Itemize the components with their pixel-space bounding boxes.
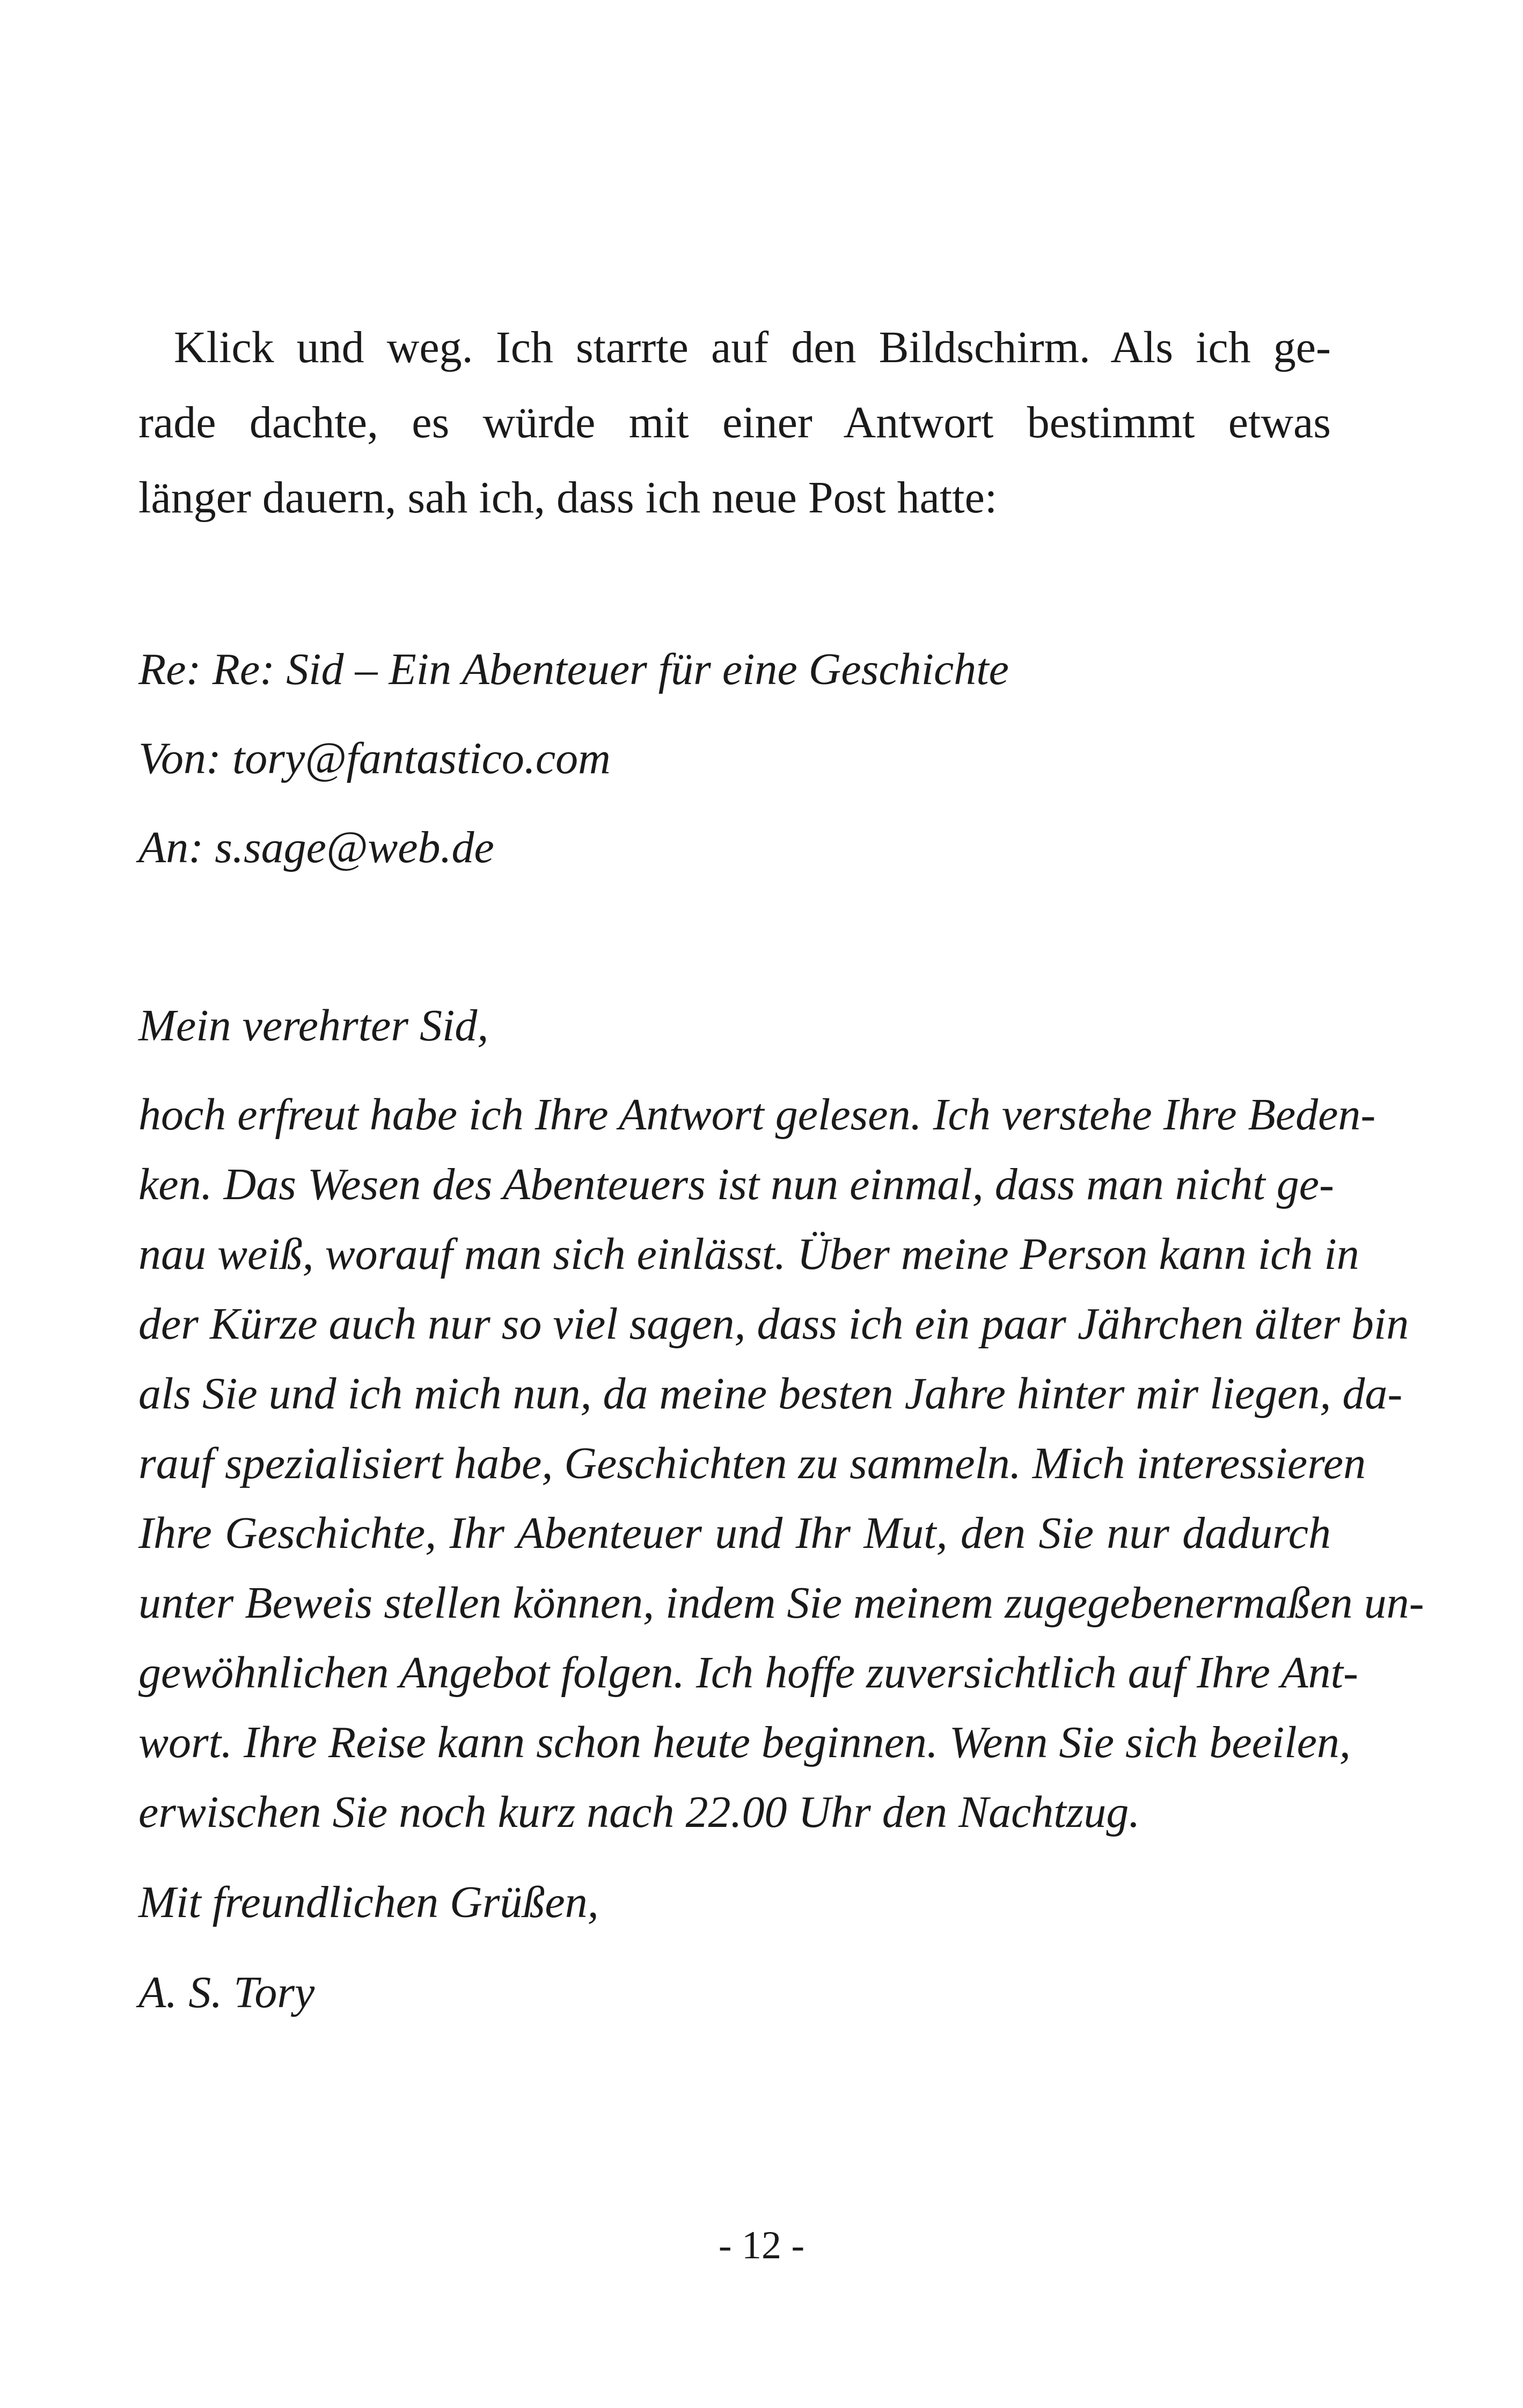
email-body-line-5: als Sie und ich mich nun, da meine besten Jahre hinter mir liegen, da- (138, 1369, 1403, 1419)
narrative-line-2: rade dachte, es würde mit einer Antwort bestimmt etwas (138, 398, 1331, 447)
email-body-line-3: nau weiß, worauf man sich einlässt. Über meine Person kann ich in (138, 1229, 1359, 1279)
email-body-line-6: rauf spezialisiert habe, Geschichten zu sammeln. Mich interessieren (138, 1438, 1366, 1488)
email-body-line-7: Ihre Geschichte, Ihr Abenteuer und Ihr Mut, den Sie nur dadurch (138, 1508, 1331, 1558)
email-body-line-8: unter Beweis stellen können, indem Sie meinem zugegebenermaßen un- (138, 1578, 1424, 1628)
page-number: - 12 - (718, 2223, 805, 2267)
email-body-line-1: hoch erfreut habe ich Ihre Antwort gelesen. Ich verstehe Ihre Beden- (138, 1090, 1376, 1140)
email-signature: A. S. Tory (138, 1967, 315, 2017)
email-from: Von: tory@fantastico.com (138, 733, 611, 783)
email-salutation: Mein verehrter Sid, (138, 1001, 489, 1051)
narrative-line-3: länger dauern, sah ich, dass ich neue Post hatte: (138, 473, 998, 523)
narrative-line-1: Klick und weg. Ich starrte auf den Bildschirm. Als ich ge- (174, 322, 1331, 372)
email-body-line-10: wort. Ihre Reise kann schon heute beginnen. Wenn Sie sich beeilen, (138, 1717, 1351, 1767)
email-to: An: s.sage@web.de (138, 823, 494, 872)
email-body-line-2: ken. Das Wesen des Abenteuers ist nun einmal, dass man nicht ge- (138, 1159, 1335, 1209)
email-body-line-11: erwischen Sie noch kurz nach 22.00 Uhr den Nachtzug. (138, 1787, 1140, 1837)
email-body-line-9: gewöhnlichen Angebot folgen. Ich hoffe zuversichtlich auf Ihre Ant- (138, 1648, 1358, 1698)
email-body-line-4: der Kürze auch nur so viel sagen, dass ich ein paar Jährchen älter bin (138, 1299, 1409, 1349)
email-closing: Mit freundlichen Grüßen, (138, 1877, 599, 1927)
email-subject: Re: Re: Sid – Ein Abenteuer für eine Geschichte (138, 644, 1009, 694)
